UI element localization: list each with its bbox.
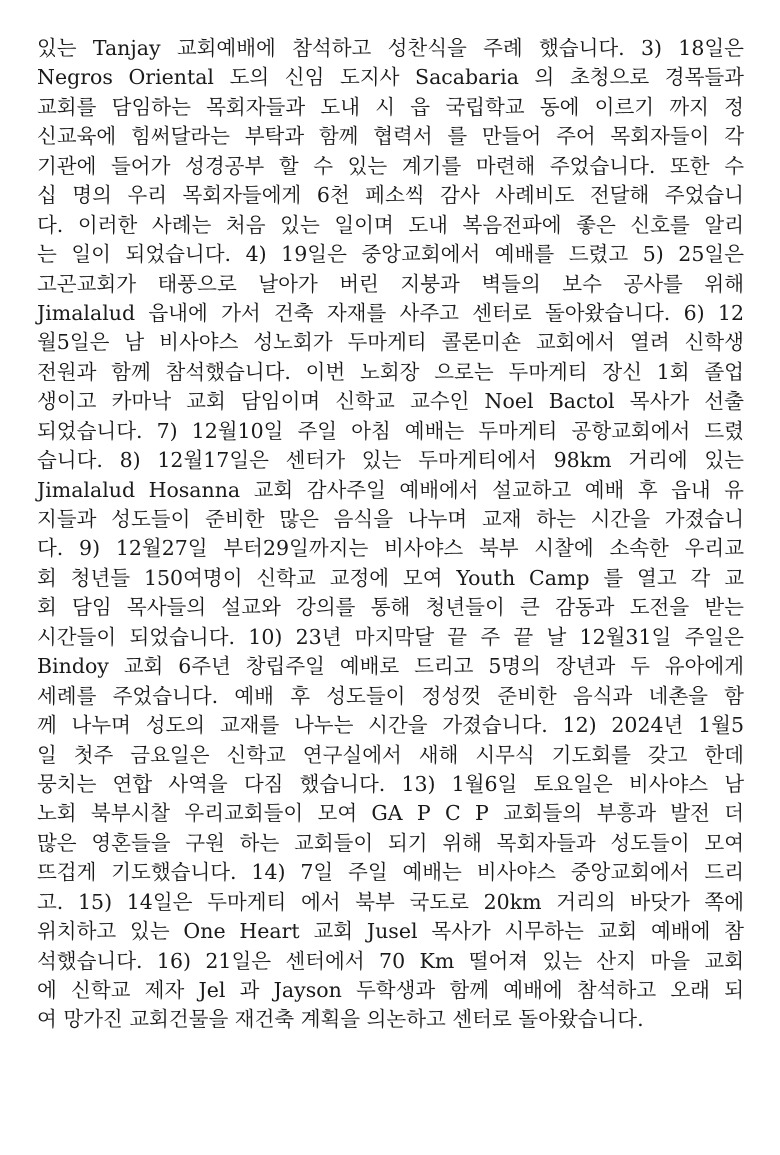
- text-line: 있는 Tanjay 교회예배에 참석하고 성찬식을 주례 했습니다. 3) 18일은: [37, 36, 744, 60]
- text-line: 고곤교회가 태풍으로 날아가 버린 지붕과 벽들의 보수 공사를 위해: [37, 271, 744, 296]
- text-line: 뭉치는 연합 사역을 다짐 했습니다. 13) 1월6일 토요일은 비사야스 남: [37, 771, 744, 796]
- text-line: Jimalalud Hosanna 교회 감사주일 예배에서 설교하고 예배 후 읍내 유: [37, 477, 744, 502]
- text-line: 여 망가진 교회건물을 재건축 계획을 의논하고 센터로 돌아왔습니다.: [37, 1007, 644, 1032]
- text-line: 시간들이 되었습니다. 10) 23년 마지막달 끝 주 끝 날 12월31일 주일은: [37, 624, 744, 649]
- text-line: 뜨겁게 기도했습니다. 14) 7일 주일 예배는 비사야스 중앙교회에서 드리: [37, 860, 744, 885]
- text-line: 십 명의 우리 목회자들에게 6천 페소씩 감사 사례비도 전달해 주었습니: [37, 183, 744, 208]
- text-line: 되었습니다. 7) 12월10일 주일 아침 예배는 두마게티 공항교회에서 드렸: [37, 418, 744, 443]
- text-line: 지들과 성도들이 준비한 많은 음식을 나누며 교재 하는 시간을 가졌습니: [37, 507, 744, 531]
- text-line: Jimalalud 읍내에 가서 건축 자재를 사주고 센터로 돌아왔습니다. 6) 12: [37, 300, 744, 325]
- text-line: 생이고 카마낙 교회 담임이며 신학교 교수인 Noel Bactol 목사가 선출: [37, 389, 744, 414]
- text-line: 일 첫주 금요일은 신학교 연구실에서 새해 시무식 기도회를 갖고 한데: [37, 742, 744, 767]
- text-line: 다. 이러한 사례는 처음 있는 일이며 도내 복음전파에 좋은 신호를 알리: [37, 212, 744, 237]
- text-line: 신교육에 힘써달라는 부탁과 함께 협력서 를 만들어 주어 목회자들이 각: [37, 124, 744, 149]
- text-line: 에 신학교 제자 Jel 과 Jayson 두학생과 함께 예배에 참석하고 오래 되: [37, 978, 744, 1002]
- text-line: 노회 북부시찰 우리교회들이 모여 GA P C P 교회들의 부흥과 발전 더: [37, 801, 744, 826]
- text-line: Bindoy 교회 6주년 창립주일 예배로 드리고 5명의 장년과 두 유아에게: [37, 654, 744, 679]
- text-line: 께 나누며 성도의 교재를 나누는 시간을 가졌습니다. 12) 2024년 1월5: [37, 713, 744, 738]
- text-line: 회 담임 목사들의 설교와 강의를 통해 청년들이 큰 감동과 도전을 받는: [37, 595, 744, 620]
- text-line: 고. 15) 14일은 두마게티 에서 북부 국도로 20km 거리의 바닷가 쪽에: [37, 889, 744, 914]
- text-line: Negros Oriental 도의 신임 도지사 Sacabaria 의 초청으로 경목들과: [37, 65, 744, 90]
- text-line: 는 일이 되었습니다. 4) 19일은 중앙교회에서 예배를 드렸고 5) 25일은: [37, 242, 744, 267]
- text-line: 세례를 주었습니다. 예배 후 성도들이 정성껏 준비한 음식과 네촌을 함: [37, 683, 744, 708]
- text-line: 월5일은 남 비사야스 성노회가 두마게티 콜론미숀 교회에서 열려 신학생: [37, 330, 744, 355]
- text-line: 회 청년들 150여명이 신학교 교정에 모여 Youth Camp 를 열고 각 교: [37, 565, 744, 590]
- text-line: 다. 9) 12월27일 부터29일까지는 비사야스 북부 시찰에 소속한 우리교: [37, 536, 744, 561]
- text-line: 많은 영혼들을 구원 하는 교회들이 되기 위해 목회자들과 성도들이 모여: [37, 830, 744, 855]
- text-line: 교회를 담임하는 목회자들과 도내 시 읍 국립학교 동에 이르기 까지 정: [37, 94, 744, 119]
- text-line: 전원과 함께 참석했습니다. 이번 노회장 으로는 두마게티 장신 1회 졸업: [37, 359, 744, 384]
- text-line: 석했습니다. 16) 21일은 센터에서 70 Km 떨어져 있는 산지 마을 교회: [37, 948, 744, 973]
- text-line: 습니다. 8) 12월17일은 센터가 있는 두마게티에서 98km 거리에 있는: [37, 448, 744, 473]
- text-line: 기관에 들어가 성경공부 할 수 있는 계기를 마련해 주었습니다. 또한 수: [37, 153, 744, 178]
- text-line: 위치하고 있는 One Heart 교회 Jusel 목사가 시무하는 교회 예배에 참: [37, 919, 744, 944]
